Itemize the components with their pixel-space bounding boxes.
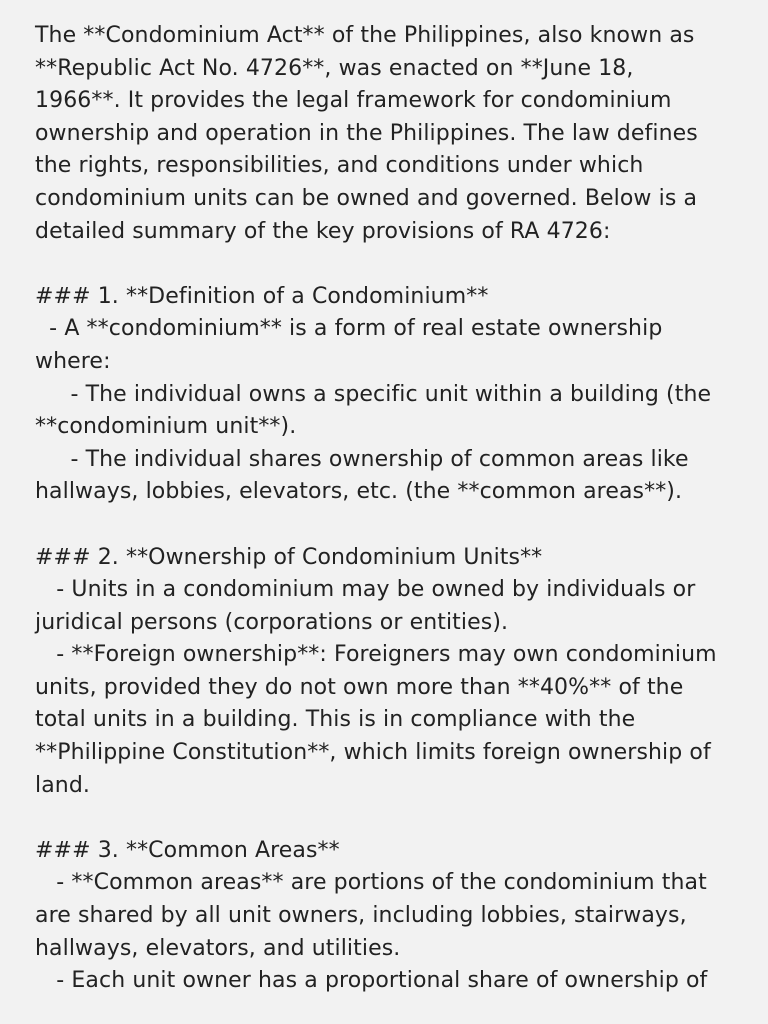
text-line: land.	[35, 772, 90, 798]
text-line: **condominium unit**).	[35, 414, 297, 440]
text-line: are shared by all unit owners, including lobbies, stairways,	[35, 903, 687, 929]
text-line: where:	[35, 348, 111, 374]
text-line: juridical persons (corporations or entities).	[35, 609, 509, 635]
text-line: units, provided they do not own more than **40%** of the	[35, 674, 684, 700]
text-line: ownership and operation in the Philippines. The law defines	[35, 120, 698, 146]
text-line: **Republic Act No. 4726**, was enacted on **June 18,	[35, 55, 634, 81]
text-line: hallways, lobbies, elevators, etc. (the **common areas**).	[35, 479, 683, 505]
text-line: condominium units can be owned and governed. Below is a	[35, 185, 698, 211]
text-line: - Units in a condominium may be owned by individuals or	[35, 577, 696, 603]
section-heading: ### 1. **Definition of a Condominium**	[35, 283, 489, 309]
section-heading: ### 2. **Ownership of Condominium Units**	[35, 544, 543, 570]
section-heading: ### 3. **Common Areas**	[35, 837, 340, 863]
text-line: - A **condominium** is a form of real estate ownership	[35, 316, 663, 342]
text-line: - The individual shares ownership of common areas like	[35, 446, 689, 472]
text-line: total units in a building. This is in compliance with the	[35, 707, 636, 733]
paragraph-spacer	[35, 802, 740, 835]
section-definition	[35, 281, 740, 509]
text-line: - **Common areas** are portions of the condominium that	[35, 870, 707, 896]
text-line: 1966**. It provides the legal framework for condominium	[35, 88, 672, 114]
text-line: detailed summary of the key provisions of RA 4726:	[35, 218, 611, 244]
section-common-areas	[35, 835, 740, 998]
intro-paragraph	[35, 20, 740, 248]
section-ownership	[35, 542, 740, 803]
text-line: - Each unit owner has a proportional share of ownership of	[35, 968, 708, 994]
document-body	[35, 20, 740, 998]
text-line: - **Foreign ownership**: Foreigners may own condominium	[35, 642, 717, 668]
text-line: the rights, responsibilities, and conditions under which	[35, 153, 644, 179]
text-line: The **Condominium Act** of the Philippines, also known as	[35, 23, 695, 48]
paragraph-spacer	[35, 248, 740, 281]
text-line: hallways, elevators, and utilities.	[35, 935, 401, 961]
text-line: **Philippine Constitution**, which limits foreign ownership of	[35, 740, 711, 766]
paragraph-spacer	[35, 509, 740, 542]
text-line: - The individual owns a specific unit within a building (the	[35, 381, 712, 407]
